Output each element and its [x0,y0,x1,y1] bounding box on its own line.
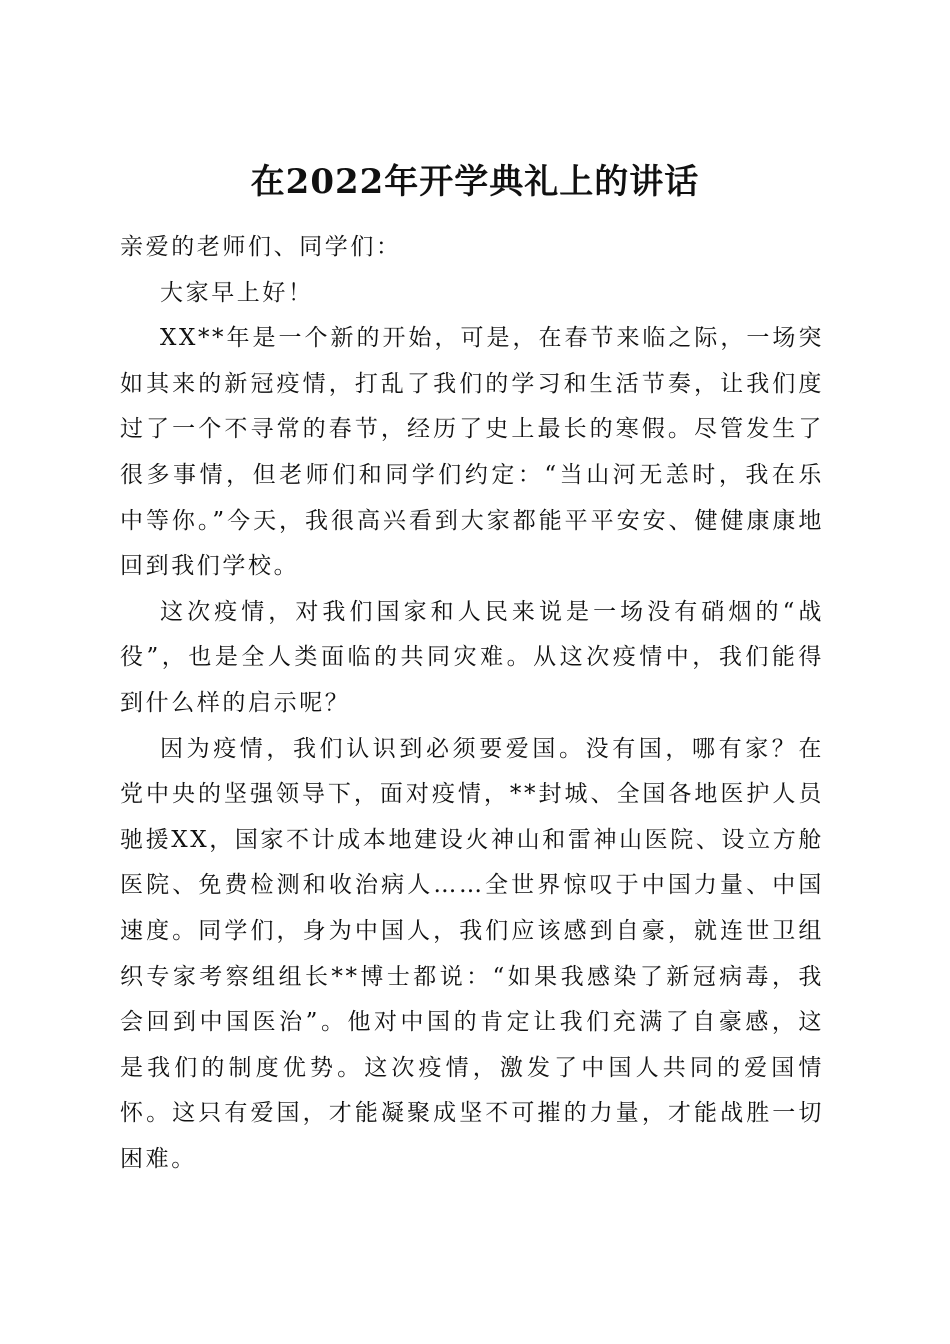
paragraph: XX**年是一个新的开始，可是，在春节来临之际，一场突如其来的新冠疫情，打乱了我们的学习和生活节奏，让我们度过了一个不寻常的春节，经历了史上最长的寒假。尽管发生了很多事情，但老师们和同学们约定：“当山河无恙时，我在乐中等你。”今天，我很高兴看到大家都能平平安安、健健康康地回到我们学校。 [120,325,824,580]
document-title: 在2022年开学典礼上的讲话 [250,161,700,202]
salutation: 亲爱的老师们、同学们： [120,234,402,260]
greeting: 大家早上好！ [160,279,314,306]
paragraph: 因为疫情，我们认识到必须要爱国。没有国，哪有家？在党中央的坚强领导下，面对疫情，**封城、全国各地医护人员驰援XX，国家不计成本地建设火神山和雷神山医院、设立方舱医院、免费检测和收治病人……全世界惊叹于中国力量、中国速度。同学们，身为中国人，我们应该感到自豪，就连世卫组织专家考察组组长**博士都说：“如果我感染了新冠病毒，我会回到中国医治”。他对中国的肯定让我们充满了自豪感，这是我们的制度优势。这次疫情，激发了中国人共同的爱国情怀。这只有爱国，才能凝聚成坚不可摧的力量，才能战胜一切困难。 [120,735,824,1172]
paragraph: 这次疫情，对我们国家和人民来说是一场没有硝烟的“战役”，也是全人类面临的共同灾难。从这次疫情中，我们能得到什么样的启示呢？ [120,598,824,716]
document-body [120,225,824,1182]
